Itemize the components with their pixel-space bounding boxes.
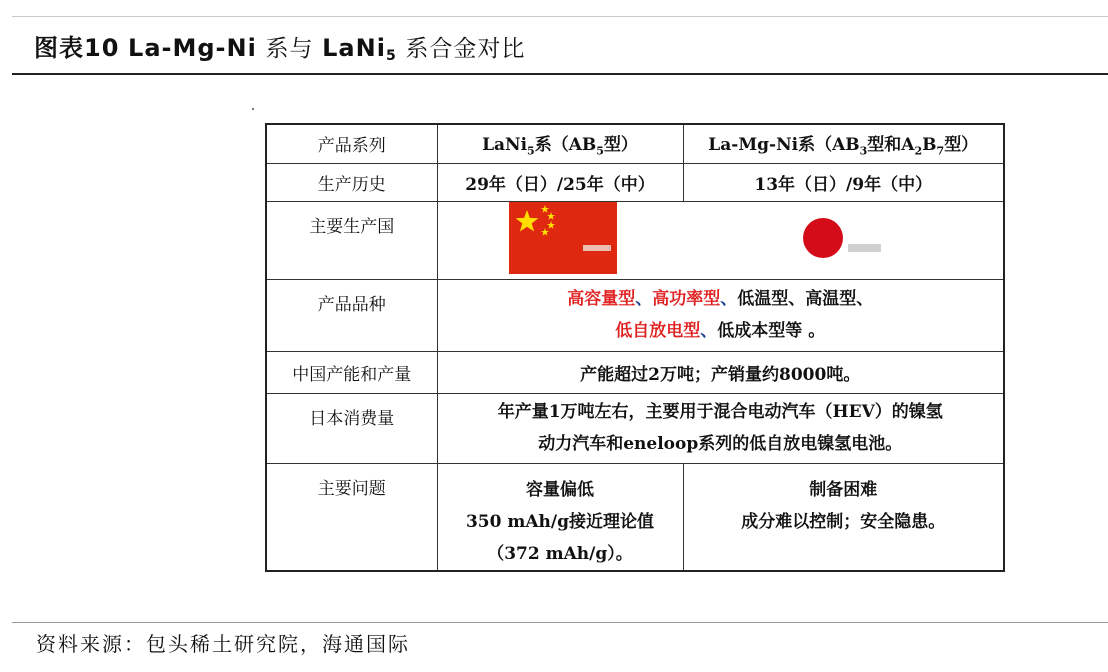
row-label-problems: 主要问题: [266, 463, 437, 571]
stray-dot: [252, 108, 254, 110]
table-row-header: [266, 124, 1004, 163]
japan-line-1: 年产量1万吨左右，主要用于混合电动汽车（HEV）的镍氢: [497, 402, 943, 422]
table-row-history: [266, 163, 1004, 201]
comparison-table: [265, 123, 1005, 572]
japan-flag-icon: [803, 218, 843, 258]
china-flag-icon: [509, 202, 617, 274]
variety-high-power: 高功率型: [652, 289, 721, 309]
variety-high-capacity: 高容量型: [567, 289, 636, 309]
title-part-1: La-Mg-Ni: [128, 34, 257, 62]
title-part-2: 系与: [265, 36, 314, 62]
problem-lani5-line-3: （372 mAh/g）。: [487, 543, 633, 564]
row-label-history: 生产历史: [266, 163, 437, 201]
row-label-china: 中国产能和产量: [266, 351, 437, 393]
japan-consumption-cell: [437, 393, 1004, 463]
table-row-countries: [266, 201, 1004, 279]
top-border: [12, 16, 1108, 17]
japan-line-2: 动力汽车和eneloop系列的低自放电镍氢电池。: [538, 434, 903, 454]
problem-lani5-line-2: 350 mAh/g接近理论值: [465, 511, 655, 532]
table-row-problems: [266, 463, 1004, 571]
row-label-varieties: 产品品种: [266, 279, 437, 351]
flags-container: [438, 202, 1004, 278]
variety-temperature: 低温型、高温型、: [737, 289, 874, 309]
problems-lamgni: [683, 463, 1004, 571]
problem-lani5-line-1: 容量偏低: [526, 479, 594, 500]
countries-cell: [437, 201, 1004, 279]
title-part-4: 系合金对比: [405, 36, 526, 62]
variety-low-cost: 低成本型等 。: [717, 321, 826, 341]
figure-label: 图表10: [34, 34, 120, 62]
table-row-varieties: [266, 279, 1004, 351]
table-row-china: [266, 351, 1004, 393]
figure-title: [34, 26, 525, 70]
problem-lamgni-line-1: 制备困难: [809, 479, 878, 500]
row-label-series: 产品系列: [266, 124, 437, 163]
header-lani5: LaNi$_5$系（$AB_5$型）: [437, 124, 683, 163]
varieties-line-1: 高容量型、高功率型、低温型、高温型、: [567, 289, 874, 309]
footer-rule: [12, 622, 1108, 623]
row-label-japan: 日本消费量: [266, 393, 437, 463]
title-subscript: 5: [385, 48, 397, 64]
title-part-3: LaNi: [322, 34, 386, 62]
variety-low-self-discharge: 低自放电型: [615, 321, 701, 341]
problem-lamgni-line-2: 成分难以控制；安全隐患。: [741, 511, 946, 532]
title-rule: [12, 73, 1108, 75]
table-row-japan: [266, 393, 1004, 463]
varieties-line-2: 低自放电型、低成本型等 。: [615, 321, 826, 341]
varieties-cell: [437, 279, 1004, 351]
source-note: 资料来源：包头稀土研究院，海通国际: [36, 632, 410, 656]
japan-flag-caption: [848, 244, 881, 252]
problems-lani5: [437, 463, 683, 571]
header-lamgni: La-Mg-Ni系（$AB_3$型和$A_2B_7$型）: [683, 124, 1004, 163]
history-lani5: 29年（日）/25年（中）: [437, 163, 683, 201]
history-lamgni: 13年（日）/9年（中）: [683, 163, 1004, 201]
row-label-countries: 主要生产国: [266, 201, 437, 279]
china-capacity-value: 产能超过2万吨；产销量约8000吨。: [437, 351, 1004, 393]
